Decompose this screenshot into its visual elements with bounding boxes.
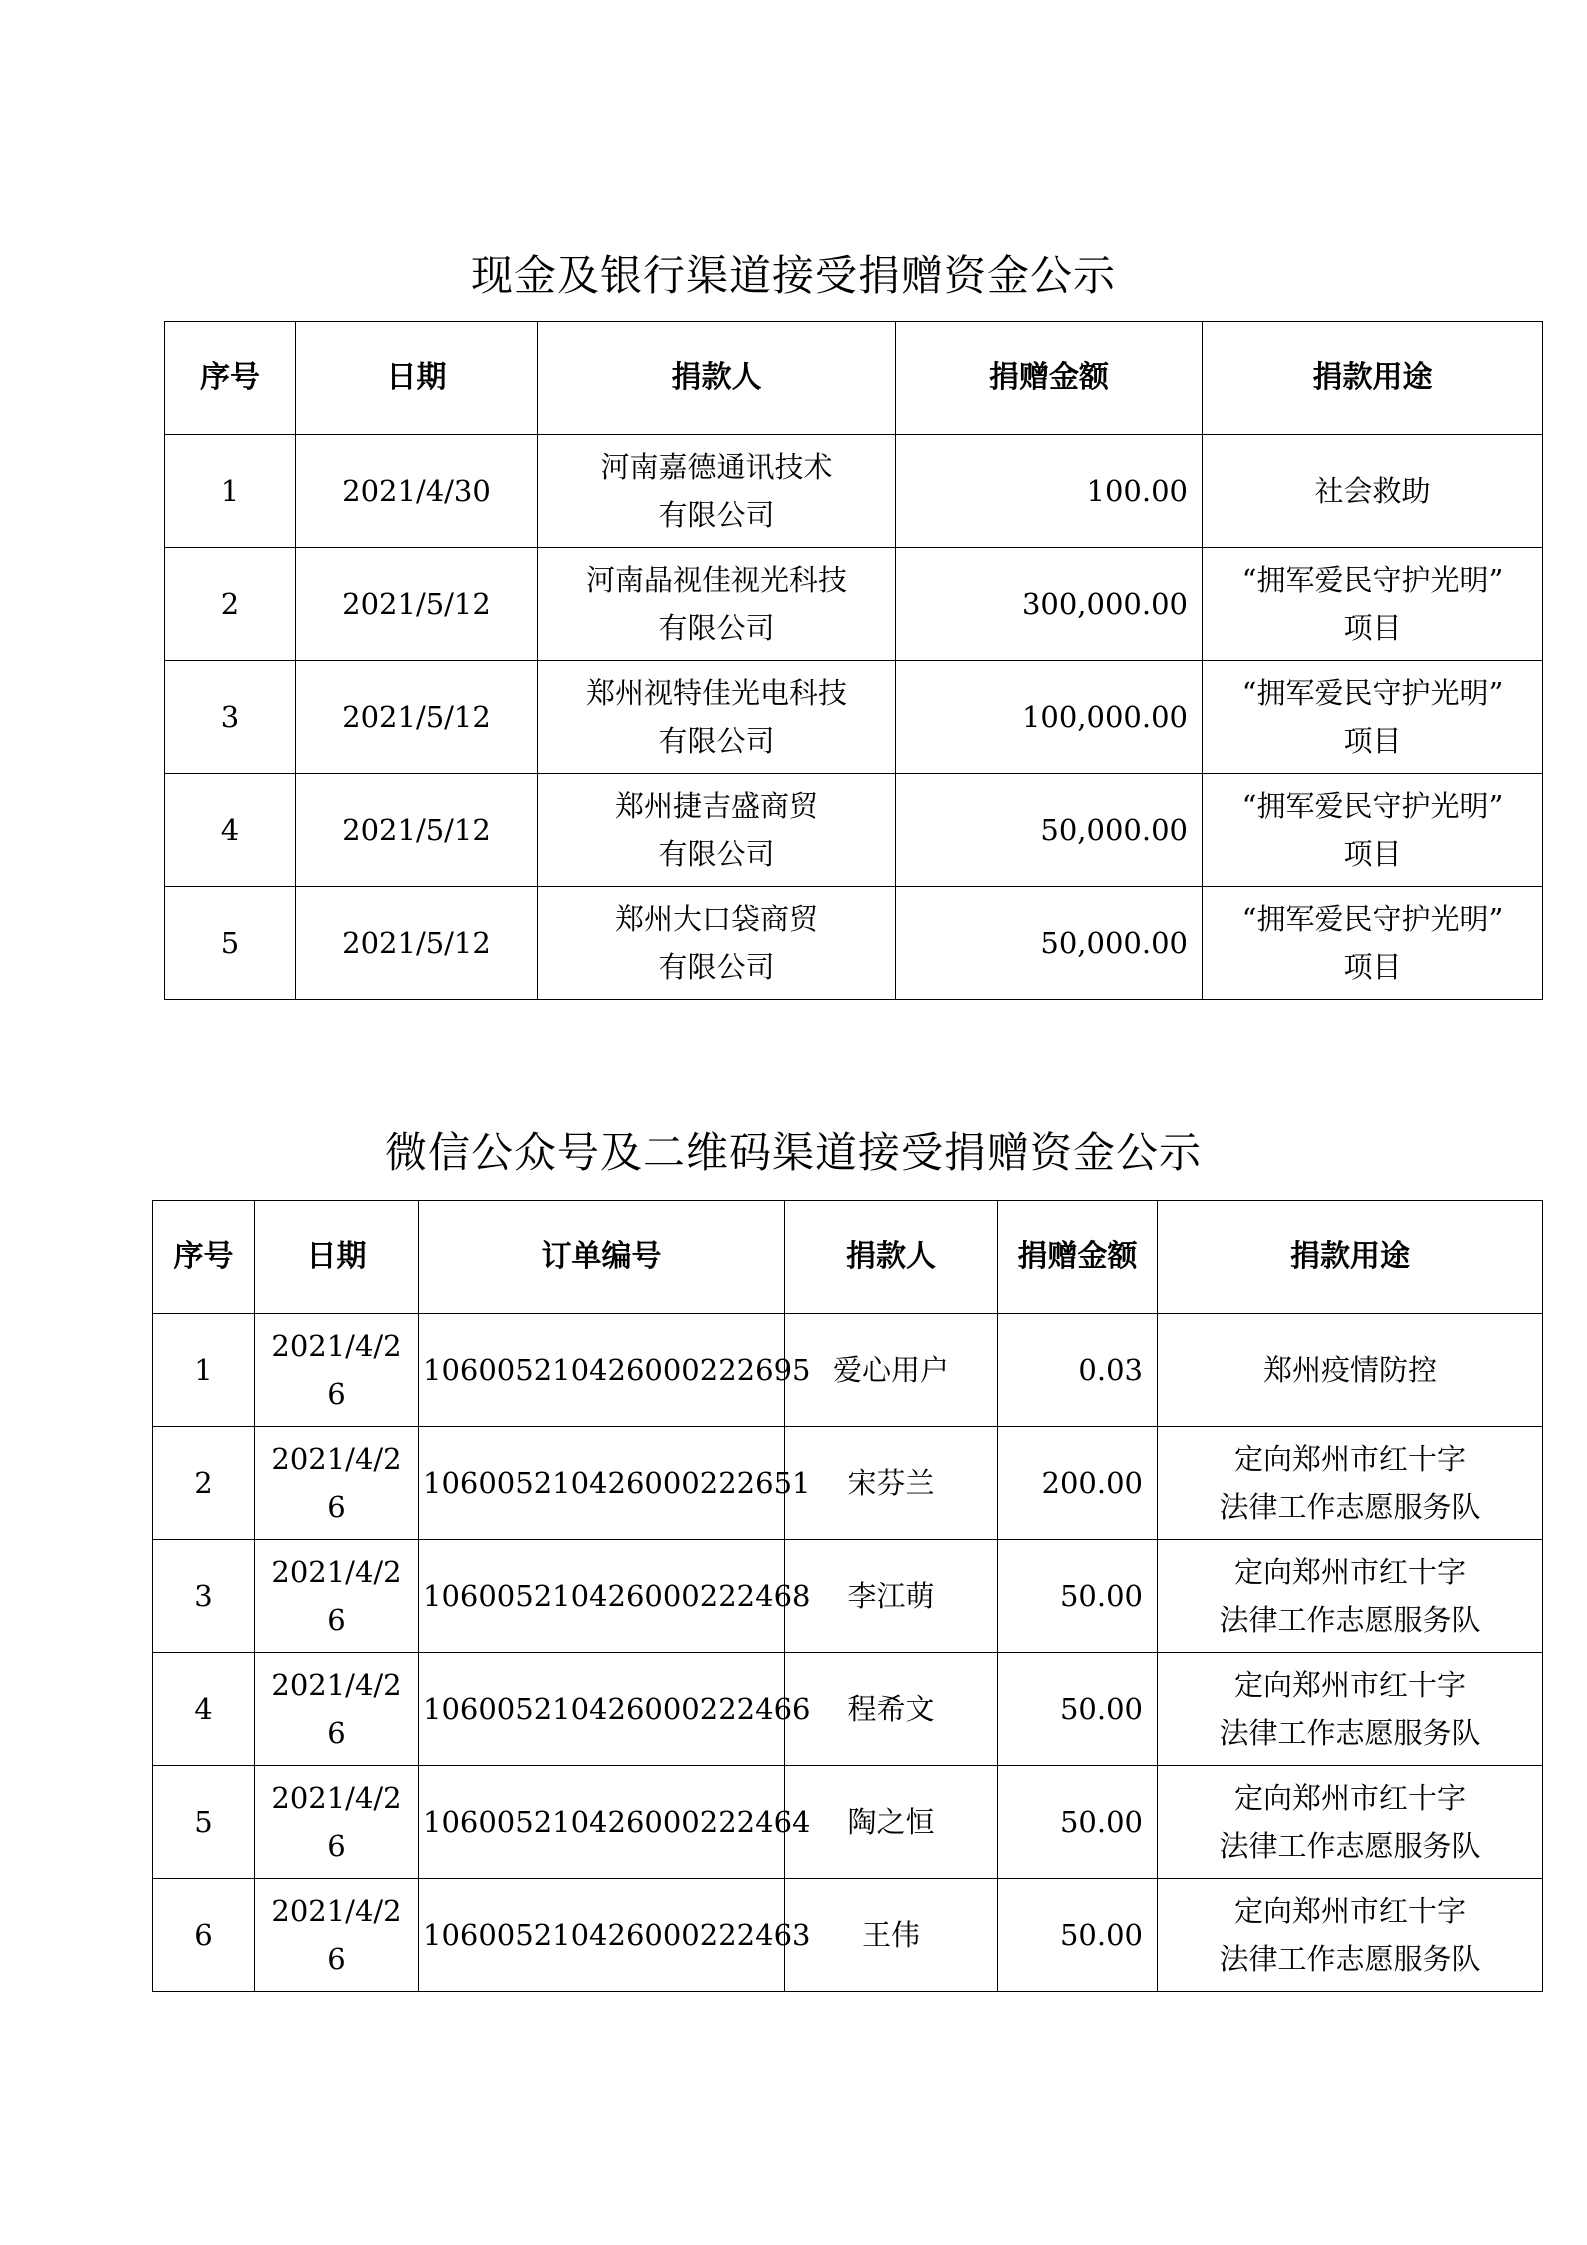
donor-line-2: 有限公司: [658, 837, 775, 871]
row-order-number: 106005210426000222651: [419, 1427, 785, 1540]
row-date: 2021/5/12: [296, 887, 538, 1000]
row-donor: [538, 887, 896, 1000]
row-date: 2021/4/30: [296, 435, 538, 548]
purpose-line-2: 项目: [1343, 950, 1402, 984]
purpose-line-1: 定向郑州市红十字: [1233, 1668, 1466, 1702]
row-order-number: 106005210426000222468: [419, 1540, 785, 1653]
row-date: [255, 1653, 419, 1766]
purpose-line-2: 法律工作志愿服务队: [1219, 1829, 1481, 1863]
purpose-line-1: 定向郑州市红十字: [1233, 1555, 1466, 1589]
row-no: 1: [153, 1314, 255, 1427]
row-amount: 50,000.00: [896, 887, 1203, 1000]
row-amount: 50.00: [998, 1653, 1158, 1766]
donor-line-1: 河南嘉德通讯技术: [600, 450, 833, 484]
purpose-line-2: 法律工作志愿服务队: [1219, 1490, 1481, 1524]
row-purpose: [1203, 661, 1543, 774]
row-purpose: [1203, 887, 1543, 1000]
date-line-1: 2021/4/2: [271, 1781, 402, 1815]
header-date: 日期: [255, 1201, 419, 1314]
donor-line-2: 有限公司: [658, 498, 775, 532]
row-donor: 陶之恒: [785, 1766, 998, 1879]
table-row: [153, 1314, 1543, 1427]
purpose-line-2: 法律工作志愿服务队: [1219, 1716, 1481, 1750]
purpose-line-2: 项目: [1343, 837, 1402, 871]
row-no: 6: [153, 1879, 255, 1992]
header-purpose: 捐款用途: [1158, 1201, 1543, 1314]
purpose-line-1: “拥军爱民守护光明”: [1241, 676, 1504, 710]
row-date: 2021/5/12: [296, 661, 538, 774]
table-header-row: [153, 1201, 1543, 1314]
row-purpose: [1203, 435, 1543, 548]
date-line-2: 6: [327, 1829, 346, 1863]
wechat-donation-title: 微信公众号及二维码渠道接受捐赠资金公示: [384, 1128, 1202, 1177]
row-no: 2: [153, 1427, 255, 1540]
purpose-line-1: “拥军爱民守护光明”: [1241, 563, 1504, 597]
row-donor: [538, 548, 896, 661]
row-purpose: [1158, 1427, 1543, 1540]
table-row: [153, 1653, 1543, 1766]
header-order: 订单编号: [419, 1201, 785, 1314]
purpose-line-2: 项目: [1343, 724, 1402, 758]
row-purpose: [1203, 548, 1543, 661]
row-date: [255, 1314, 419, 1427]
purpose-line-1: 郑州疫情防控: [1262, 1353, 1437, 1387]
row-amount: 50,000.00: [896, 774, 1203, 887]
table-row: [153, 1427, 1543, 1540]
purpose-line-1: 定向郑州市红十字: [1233, 1442, 1466, 1476]
header-amount: 捐赠金额: [998, 1201, 1158, 1314]
row-donor: [538, 435, 896, 548]
header-donor: 捐款人: [538, 322, 896, 435]
row-date: [255, 1427, 419, 1540]
row-no: 4: [165, 774, 296, 887]
date-line-2: 6: [327, 1942, 346, 1976]
row-no: 5: [153, 1766, 255, 1879]
donor-line-1: 郑州大口袋商贸: [614, 902, 818, 936]
table-row: [165, 548, 1543, 661]
row-amount: 100,000.00: [896, 661, 1203, 774]
donor-line-2: 有限公司: [658, 950, 775, 984]
row-amount: 50.00: [998, 1766, 1158, 1879]
purpose-line-1: 定向郑州市红十字: [1233, 1781, 1466, 1815]
row-amount: 50.00: [998, 1540, 1158, 1653]
purpose-line-1: “拥军爱民守护光明”: [1241, 902, 1504, 936]
row-donor: [538, 661, 896, 774]
table-row: [165, 774, 1543, 887]
date-line-2: 6: [327, 1377, 346, 1411]
table-header-row: [165, 322, 1543, 435]
header-amount: 捐赠金额: [896, 322, 1203, 435]
row-purpose: [1158, 1766, 1543, 1879]
row-donor: 宋芬兰: [785, 1427, 998, 1540]
header-no: 序号: [153, 1201, 255, 1314]
date-line-2: 6: [327, 1716, 346, 1750]
row-no: 1: [165, 435, 296, 548]
row-date: 2021/5/12: [296, 774, 538, 887]
donor-line-1: 郑州视特佳光电科技: [585, 676, 847, 710]
table-row: [165, 435, 1543, 548]
row-purpose: [1203, 774, 1543, 887]
row-no: 5: [165, 887, 296, 1000]
row-date: [255, 1540, 419, 1653]
donor-line-1: 河南晶视佳视光科技: [585, 563, 847, 597]
date-line-1: 2021/4/2: [271, 1894, 402, 1928]
date-line-1: 2021/4/2: [271, 1329, 402, 1363]
row-amount: 100.00: [896, 435, 1203, 548]
table-row: [153, 1766, 1543, 1879]
table-row: [153, 1879, 1543, 1992]
table-row: [165, 661, 1543, 774]
row-donor: 王伟: [785, 1879, 998, 1992]
date-line-1: 2021/4/2: [271, 1668, 402, 1702]
purpose-line-1: “拥军爱民守护光明”: [1241, 789, 1504, 823]
row-order-number: 106005210426000222466: [419, 1653, 785, 1766]
donor-line-1: 郑州捷吉盛商贸: [614, 789, 818, 823]
row-date: [255, 1879, 419, 1992]
row-amount: 300,000.00: [896, 548, 1203, 661]
date-line-1: 2021/4/2: [271, 1442, 402, 1476]
date-line-2: 6: [327, 1490, 346, 1524]
row-no: 3: [165, 661, 296, 774]
date-line-1: 2021/4/2: [271, 1555, 402, 1589]
purpose-line-2: 法律工作志愿服务队: [1219, 1603, 1481, 1637]
donor-line-2: 有限公司: [658, 724, 775, 758]
row-purpose: [1158, 1540, 1543, 1653]
row-order-number: 106005210426000222464: [419, 1766, 785, 1879]
row-amount: 0.03: [998, 1314, 1158, 1427]
cash-donation-title: 现金及银行渠道接受捐赠资金公示: [470, 251, 1116, 300]
row-no: 2: [165, 548, 296, 661]
date-line-2: 6: [327, 1603, 346, 1637]
row-donor: 程希文: [785, 1653, 998, 1766]
header-no: 序号: [165, 322, 296, 435]
row-donor: 李江萌: [785, 1540, 998, 1653]
purpose-line-2: 项目: [1343, 611, 1402, 645]
purpose-line-2: 法律工作志愿服务队: [1219, 1942, 1481, 1976]
row-date: [255, 1766, 419, 1879]
header-date: 日期: [296, 322, 538, 435]
row-order-number: 106005210426000222463: [419, 1879, 785, 1992]
row-amount: 50.00: [998, 1879, 1158, 1992]
donor-line-2: 有限公司: [658, 611, 775, 645]
header-donor: 捐款人: [785, 1201, 998, 1314]
row-date: 2021/5/12: [296, 548, 538, 661]
row-order-number: 106005210426000222695: [419, 1314, 785, 1427]
purpose-line-1: 社会救助: [1314, 474, 1431, 508]
wechat-donation-table: [152, 1200, 1543, 1992]
row-purpose: [1158, 1879, 1543, 1992]
row-no: 3: [153, 1540, 255, 1653]
table-row: [165, 887, 1543, 1000]
row-purpose: [1158, 1653, 1543, 1766]
row-amount: 200.00: [998, 1427, 1158, 1540]
header-purpose: 捐款用途: [1203, 322, 1543, 435]
purpose-line-1: 定向郑州市红十字: [1233, 1894, 1466, 1928]
cash-donation-table: [164, 321, 1543, 1000]
row-donor: [538, 774, 896, 887]
row-purpose: [1158, 1314, 1543, 1427]
row-no: 4: [153, 1653, 255, 1766]
row-donor: 爱心用户: [785, 1314, 998, 1427]
table-row: [153, 1540, 1543, 1653]
